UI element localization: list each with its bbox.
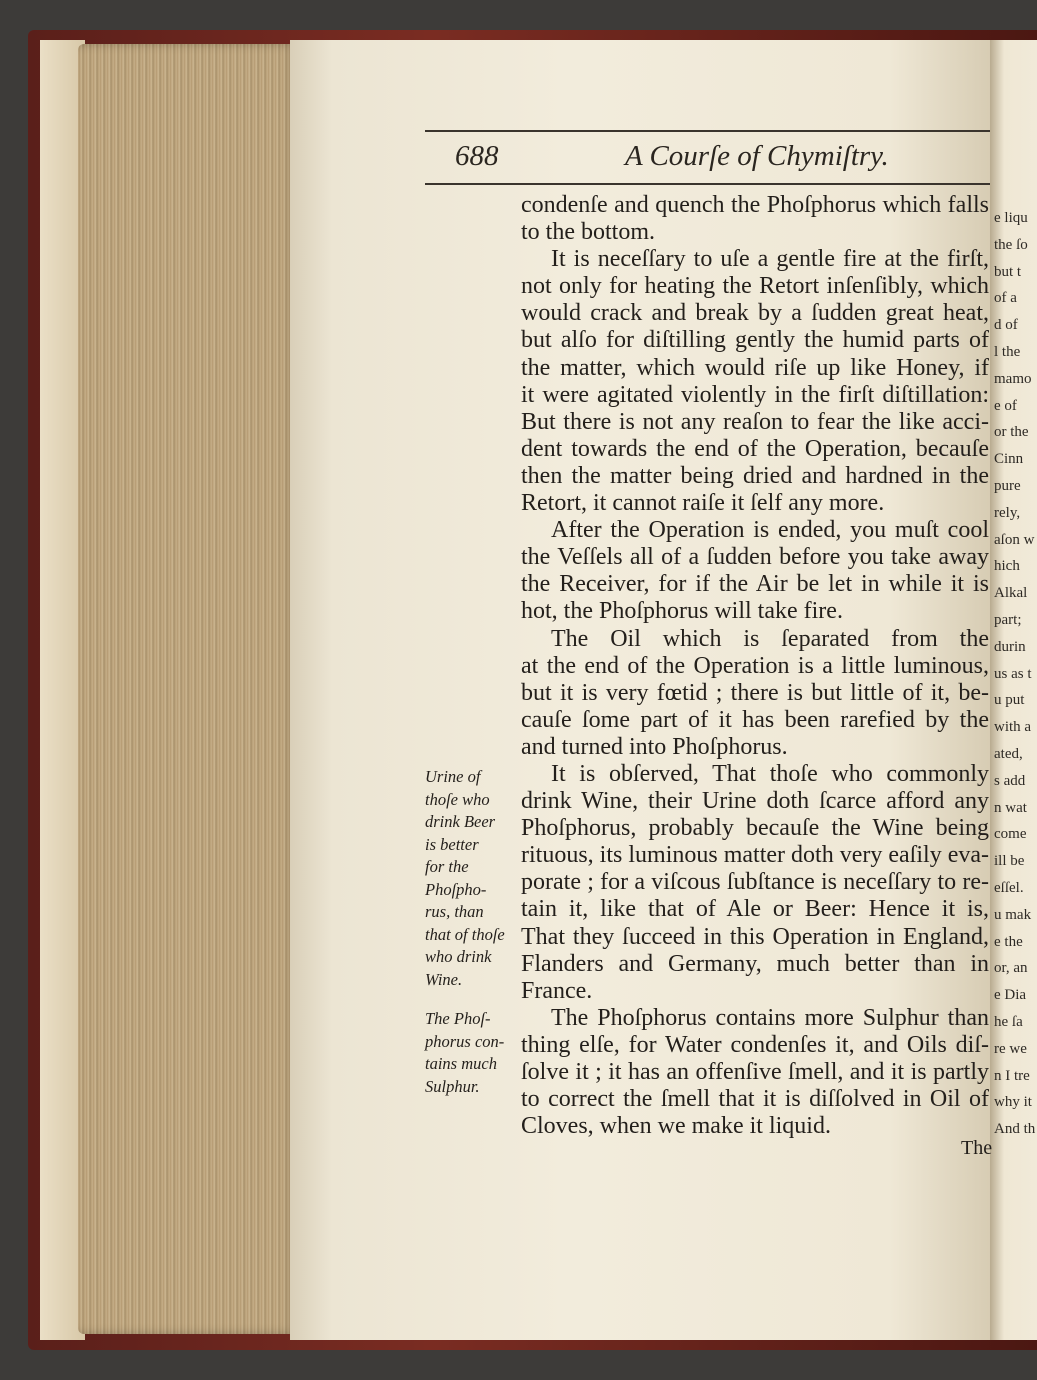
- facing-page-fragment: he ſa: [994, 1014, 1023, 1030]
- body-line: but it is very fœtid ; there is but little of it, be-: [521, 679, 989, 706]
- facing-page-fragment: or the: [994, 424, 1029, 441]
- recto-page-fragment: [990, 40, 1037, 1340]
- facing-page-fragment: e of: [994, 397, 1017, 414]
- body-text: [521, 192, 989, 1140]
- facing-page-fragment: of a: [994, 290, 1017, 307]
- body-line: would crack and break by a ſudden great heat,: [521, 300, 989, 327]
- body-line: not only for heating the Retort inſenſibly, which: [521, 273, 989, 300]
- body-line: Phoſphorus, probably becauſe the Wine being: [521, 815, 989, 842]
- facing-page-fragment: s add: [994, 772, 1026, 789]
- body-line: to correct the ſmell that it is diſſolved in Oil of: [521, 1086, 989, 1113]
- margin-note-urine: [425, 766, 505, 991]
- page-number: 688: [455, 140, 499, 172]
- facing-page-fragment: d of: [994, 317, 1018, 334]
- body-line: After the Operation is ended, you muſt cool: [551, 517, 989, 544]
- facing-page-fragment: part;: [994, 612, 1022, 628]
- body-line: cauſe ſome part of it has been rarefied by the: [521, 706, 989, 733]
- facing-page-fragment: And th: [994, 1121, 1036, 1138]
- body-line: the Veſſels all of a ſudden before you take away: [521, 544, 989, 571]
- margin-note-line: who drink: [425, 947, 492, 966]
- facing-page-fragment: n I tre: [994, 1067, 1030, 1084]
- body-line: It is obſerved, That thoſe who commonly: [551, 760, 989, 787]
- body-line: drink Wine, their Urine doth ſcarce afford any: [521, 788, 989, 815]
- facing-page-fragment: but t: [994, 263, 1022, 280]
- body-line: hot, the Phoſphorus will take fire.: [521, 598, 843, 625]
- body-line: It is neceſſary to uſe a gentle fire at the firſt,: [551, 246, 989, 273]
- body-line: at the end of the Operation is a little luminous,: [521, 652, 989, 679]
- body-line: porate ; for a viſcous ſubſtance is neceſſary to re-: [521, 869, 989, 896]
- catchword: The: [961, 1137, 993, 1159]
- facing-page-fragment: durin: [994, 638, 1026, 655]
- body-line: it were agitated violently in the firſt diſtillation:: [521, 381, 989, 408]
- body-line: condenſe and quench the Phoſphorus which falls: [521, 192, 989, 218]
- facing-page-fragment: why it: [994, 1094, 1032, 1111]
- facing-page-fragment: aſon w: [994, 531, 1035, 548]
- facing-page-fragment: Alkal: [994, 585, 1028, 602]
- body-line: But there is not any reaſon to fear the like acci-: [521, 408, 989, 435]
- facing-page-fragment: us as t: [994, 665, 1032, 682]
- facing-page-fragment: eſſel.: [994, 880, 1024, 896]
- facing-page-fragment: e Dia: [994, 987, 1027, 1004]
- facing-page-fragment: pure: [994, 478, 1021, 494]
- margin-note-sulphur: [425, 1008, 504, 1098]
- facing-page-fragment: or, an: [994, 960, 1028, 977]
- facing-page-fragment: u mak: [994, 906, 1032, 923]
- margin-note-line: Sulphur.: [425, 1076, 480, 1096]
- margin-note-line: phorus con-: [425, 1031, 505, 1051]
- facing-page-fragment: the ſo: [994, 236, 1028, 253]
- body-line: thing elſe, for Water condenſes it, and Oils diſ-: [521, 1031, 989, 1058]
- body-line: France.: [521, 977, 593, 1004]
- body-line: then the matter being dried and hardned in the: [521, 462, 989, 489]
- body-line: but alſo for diſtilling gently the humid parts of: [521, 327, 989, 354]
- margin-note-line: tains much: [425, 1054, 497, 1073]
- body-line: ſolve it ; it has an offenſive ſmell, and it is partly: [521, 1059, 989, 1085]
- facing-page-fragment: l the: [994, 344, 1021, 360]
- body-line: rituous, its luminous matter doth very eaſily eva-: [521, 842, 989, 869]
- facing-page-fragment: e liqu: [994, 210, 1028, 226]
- margin-note-line: Urine of: [425, 767, 481, 786]
- facing-page-fragment: ill be: [994, 853, 1025, 870]
- facing-page-fragment: Cinn: [994, 451, 1024, 468]
- page-block-edge: [78, 44, 298, 1334]
- body-line: That they ſucceed in this Operation in England,: [521, 923, 989, 950]
- body-line: Cloves, when we make it liquid.: [521, 1113, 831, 1140]
- facing-page-fragment: with a: [994, 719, 1032, 736]
- body-line: The Phoſphorus contains more Sulphur than: [551, 1004, 989, 1031]
- body-line: to the bottom.: [521, 219, 655, 246]
- body-line: dent towards the end of the Operation, becauſe: [521, 435, 989, 462]
- body-line: and turned into Phoſphorus.: [521, 733, 788, 760]
- facing-page-fragment: e the: [994, 933, 1023, 950]
- body-line: the Receiver, for if the Air be let in while it is: [521, 571, 989, 598]
- running-title: A Courſe of Chymiſtry.: [625, 140, 889, 172]
- body-line: tain it, like that of Ale or Beer: Hence it is,: [521, 896, 989, 923]
- header-rule-bottom: [425, 183, 990, 185]
- body-line: the matter, which would riſe up like Honey, if: [521, 354, 989, 381]
- margin-note-line: is better: [425, 834, 479, 854]
- facing-page-fragment: n wat: [994, 799, 1027, 816]
- margin-note-line: for the: [425, 857, 469, 876]
- facing-page-fragment: u put: [994, 692, 1025, 709]
- facing-page-fragment: mamo: [994, 370, 1032, 387]
- header-rule-top: [425, 130, 990, 132]
- margin-note-line: thoſe who: [425, 789, 490, 809]
- margin-note-line: rus, than: [425, 902, 484, 921]
- margin-note-line: Phoſpho-: [425, 879, 487, 899]
- body-line: The Oil which is ſeparated from the: [551, 625, 989, 652]
- facing-page-fragment: rely,: [994, 504, 1021, 521]
- facing-page-fragment: hich: [994, 558, 1020, 575]
- facing-page-fragment: ated,: [994, 746, 1023, 762]
- body-line: Flanders and Germany, much better than in: [521, 950, 989, 977]
- margin-note-line: that of thoſe: [425, 924, 505, 944]
- facing-page-fragment: re we: [994, 1040, 1027, 1057]
- body-line: Retort, it cannot raiſe it ſelf any more.: [521, 490, 885, 517]
- margin-note-line: The Phoſ-: [425, 1009, 491, 1028]
- facing-page-fragment: come: [994, 826, 1027, 843]
- margin-note-line: drink Beer: [425, 812, 496, 831]
- margin-note-line: Wine.: [425, 969, 463, 989]
